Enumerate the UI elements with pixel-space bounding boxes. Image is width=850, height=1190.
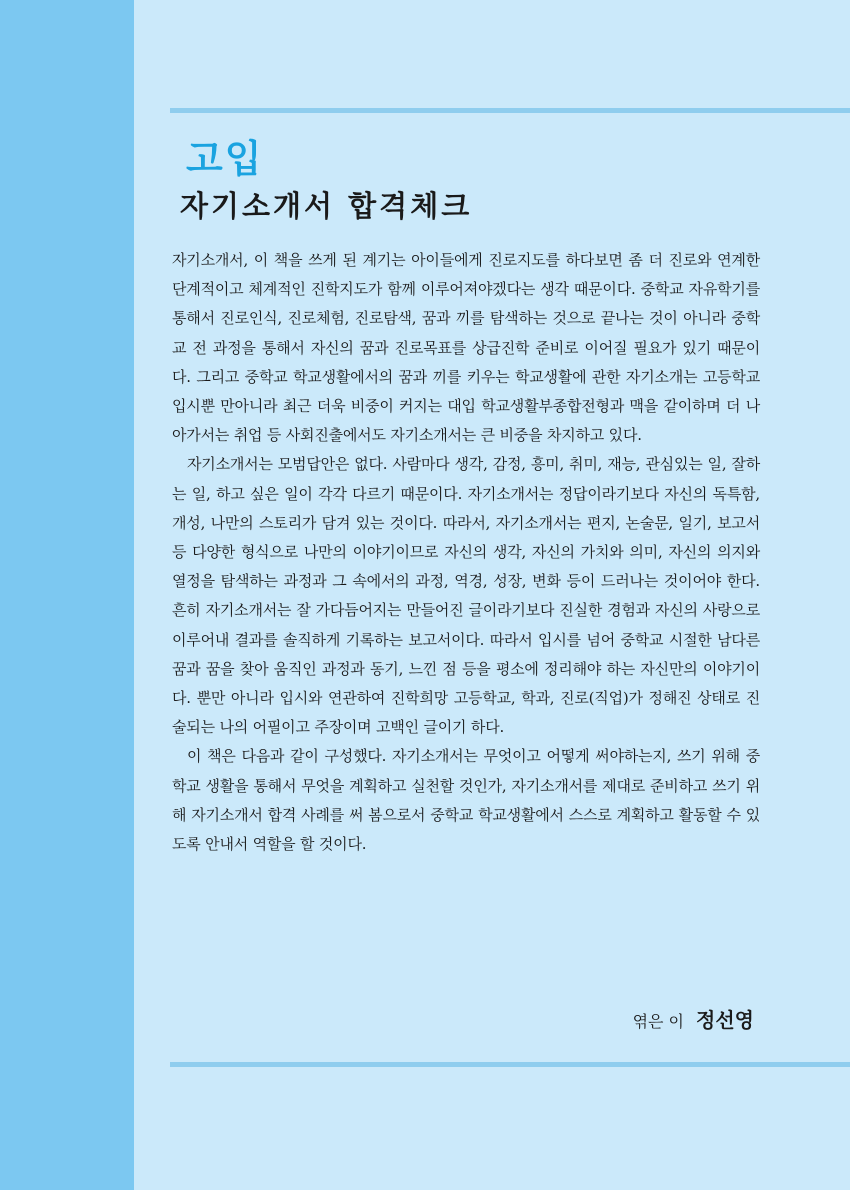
paragraph: 자기소개서, 이 책을 쓰게 된 계기는 아이들에게 진로지도를 하다보면 좀 더 진로와 연계한 단계적이고 체계적인 진학지도가 함께 이루어져야겠다는 생각 때문이다. 중학교 자유학기를 통해서 진로인식, 진로체험, 진로탐색, 꿈과 끼를 탐색하는 것으로 끝나는 것이 아니라 중학교 전 과정을 통해서 자신의 꿈과 진로목표를 상급진학 준비로 이어질 필요가 있기 때문이다. 그리고 중학교 학교생활에서의 꿈과 끼를 키우는 학교생활에 관한 자기소개는 고등학교 입시뿐 만아니라 최근 더욱 비중이 커지는 대입 학교생활부종합전형과 맥을 같이하며 더 나아가서는 취업 등 사회진출에서도 자기소개서는 큰 비중을 차지하고 있다.: [172, 251, 760, 445]
preface-body: [172, 246, 760, 859]
signature: [633, 1010, 754, 1030]
page-title: 고입: [186, 137, 264, 181]
paragraph: 자기소개서는 모범답안은 없다. 사람마다 생각, 감정, 흥미, 취미, 재능, 관심있는 일, 잘하는 일, 하고 싶은 일이 각각 다르기 때문이다. 자기소개서는 정답이라기보다 자신의 독특함, 개성, 나만의 스토리가 담겨 있는 것이다. 따라서, 자기소개서는 편지, 논술문, 일기, 보고서 등 다양한 형식으로 나만의 이야기이므로 자신의 생각, 자신의 가치와 의미, 자신의 의지와 열정을 탐색하는 과정과 그 속에서의 과정, 역경, 성장, 변화 등이 드러나는 것이어야 한다. 흔히 자기소개서는 잘 가다듬어지는 만들어진 글이라기보다 진실한 경험과 자신의 사랑으로 이루어내 결과를 솔직하게 기록하는 보고서이다. 따라서 입시를 넘어 중학교 시절한 남다른 꿈과 꿈을 찾아 움직인 과정과 동기, 느낀 점 등을 평소에 정리해야 하는 자신만의 이야기이다. 뿐만 아니라 입시와 연관하여 진학희망 고등학교, 학과, 진로(직업)가 정해진 상태로 진술되는 나의 어필이고 주장이며 고백인 글이기 하다.: [172, 455, 760, 737]
side-color-band: [0, 0, 134, 1190]
bottom-divider: [170, 1062, 850, 1067]
paragraph: 이 책은 다음과 같이 구성했다. 자기소개서는 무엇이고 어떻게 써야하는지, 쓰기 위해 중학교 생활을 통해서 무엇을 계획하고 실천할 것인가, 자기소개서를 제대로 준비하고 쓰기 위해 자기소개서 합격 사례를 써 봄으로서 중학교 학교생활에서 스스로 계획하고 활동할 수 있도록 안내서 역할을 할 것이다.: [172, 747, 760, 854]
author-name: 정선영: [696, 1008, 754, 1032]
page-subtitle: 자기소개서 합격체크: [180, 189, 473, 223]
top-divider: [170, 108, 850, 113]
signature-label: 엮은 이: [632, 1012, 685, 1031]
